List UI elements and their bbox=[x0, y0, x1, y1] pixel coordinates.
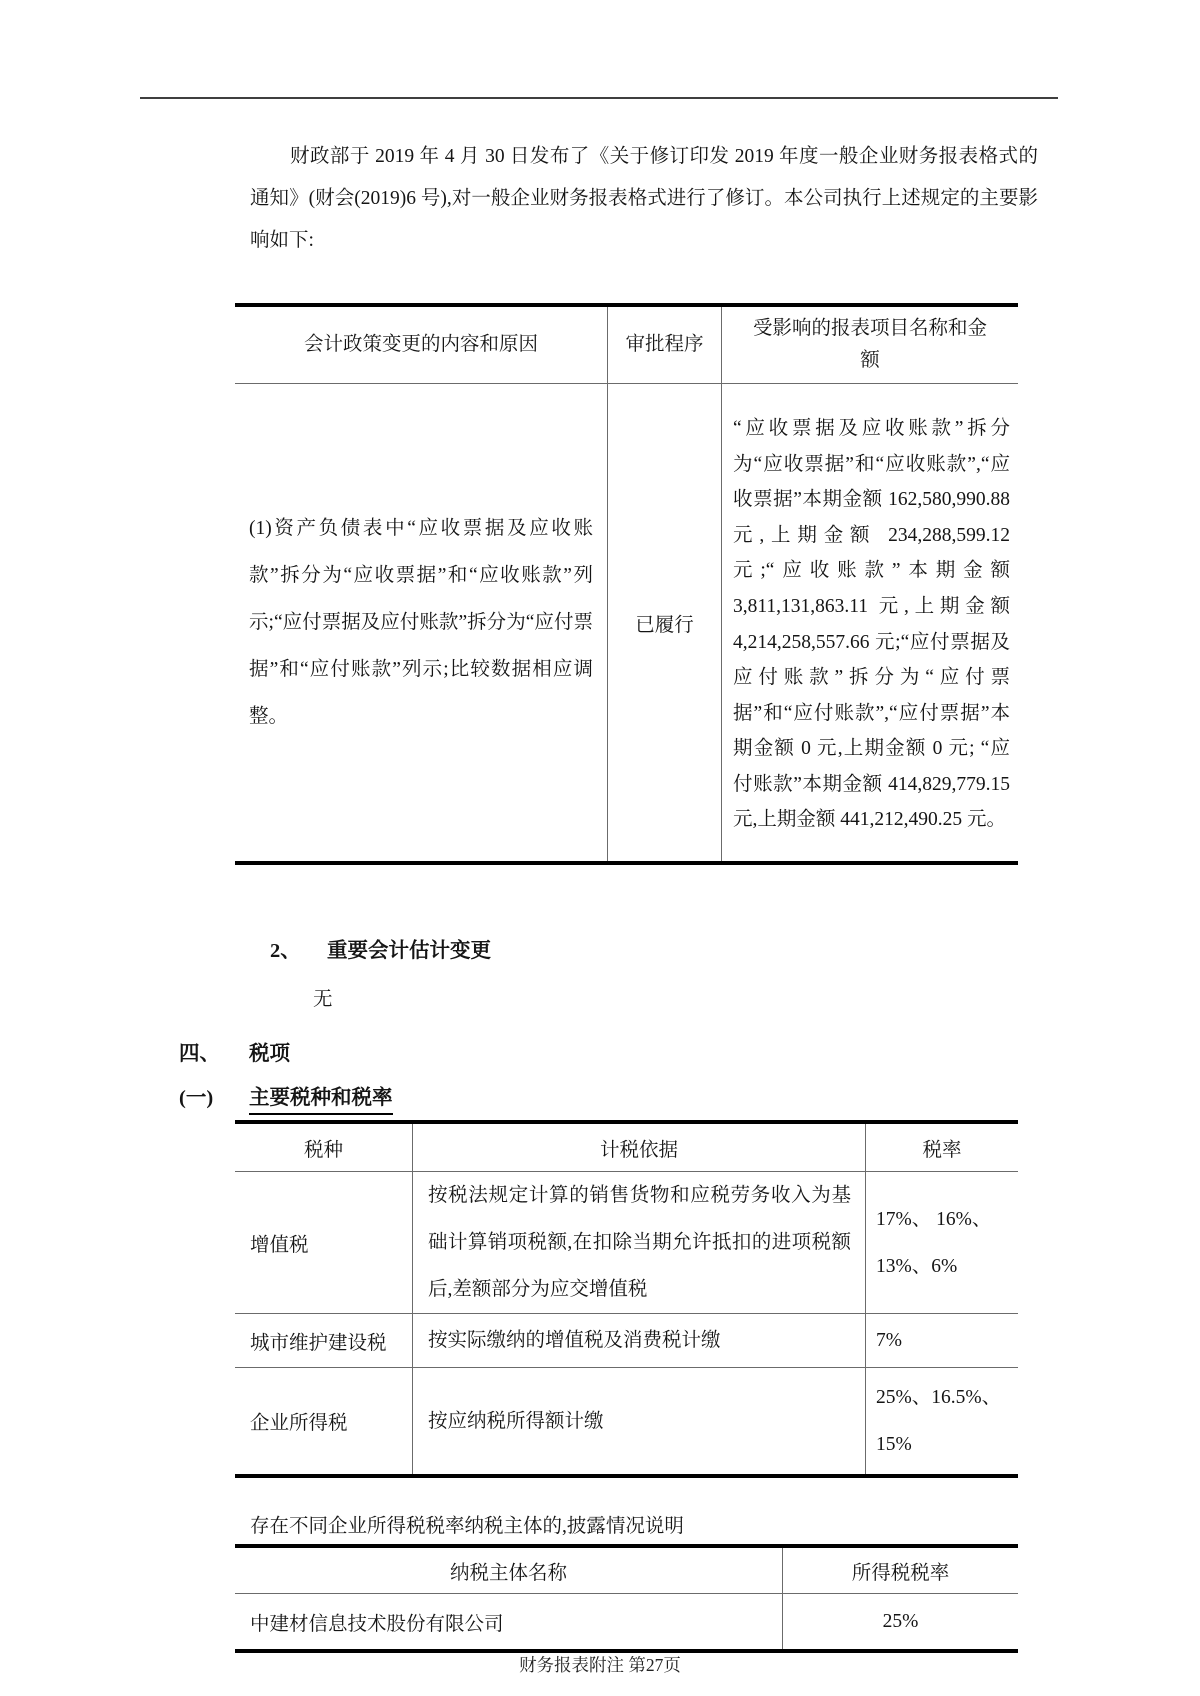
tax-table-header-row bbox=[235, 1124, 1018, 1172]
policy-header-impact: 受影响的报表项目名称和金额 bbox=[752, 318, 987, 371]
entity-name-cell: 中建材信息技术股份有限公司 bbox=[235, 1594, 783, 1649]
policy-header-content: 会计政策变更的内容和原因 bbox=[235, 307, 608, 383]
tax-basis-cell bbox=[413, 1172, 866, 1313]
tax-name-cell: 城市维护建设税 bbox=[235, 1314, 413, 1367]
intro-paragraph: 财政部于 2019 年 4 月 30 日发布了《关于修订印发 2019 年度一般企业财务报表格式的通知》(财会(2019)6 号),对一般企业财务报表格式进行了修订。本公司执行上述规定的主要影响如下: bbox=[250, 146, 1038, 251]
tax-rate-text: 7% bbox=[876, 1330, 902, 1351]
tax-name-cell: 增值税 bbox=[235, 1172, 413, 1313]
section-4-heading bbox=[179, 1036, 290, 1066]
section-4-1-heading bbox=[179, 1080, 393, 1115]
tax-rate-text: 17%、 16%、13%、6% bbox=[876, 1208, 992, 1277]
tax-header-type: 税种 bbox=[235, 1124, 413, 1171]
header-divider bbox=[140, 97, 1058, 99]
section-2-heading bbox=[270, 933, 491, 963]
tax-header-basis: 计税依据 bbox=[413, 1124, 866, 1171]
policy-cell-approval: 已履行 bbox=[608, 384, 722, 861]
tax-name-cell: 企业所得税 bbox=[235, 1368, 413, 1474]
tax-row-vat bbox=[235, 1172, 1018, 1314]
tax-rate-cell bbox=[866, 1172, 1018, 1313]
section-4-1-title: 主要税种和税率 bbox=[249, 1080, 393, 1115]
entity-header-name: 纳税主体名称 bbox=[235, 1548, 783, 1593]
tax-rate-cell bbox=[866, 1314, 1018, 1367]
policy-cell-content bbox=[235, 384, 608, 861]
page-footer: 财务报表附注 第27页 bbox=[519, 1655, 681, 1675]
entity-rate-cell: 25% bbox=[882, 1610, 919, 1632]
policy-cell-impact bbox=[722, 384, 1018, 861]
tax-row-urban bbox=[235, 1314, 1018, 1368]
policy-table-body-row bbox=[235, 384, 1018, 861]
policy-header-approval: 审批程序 bbox=[608, 307, 722, 383]
section-2-number: 2、 bbox=[270, 940, 301, 962]
tax-rate-table bbox=[235, 1120, 1018, 1478]
policy-impact-text: “应收票据及应收账款”拆分为“应收票据”和“应收账款”,“应收票据”本期金额 162,580,990.88 元,上期金额 234,288,599.12 元;“应收账款”本期金额 3,811,131,863.11 元,上期金额 4,214,258,557.66 元;“应付票据及应付账款”拆分为“应付票据”和“应付账款”,“应付票据”本期金额 0 元,上期金额 0 元; “应付账款”本期金额 414,829,779.15 元,上期金额 441,212,490.25 元。 bbox=[733, 417, 1010, 831]
section-4-title: 税项 bbox=[249, 1043, 290, 1065]
tax-rate-text: 25%、16.5%、15% bbox=[876, 1387, 1002, 1455]
tax-basis-text: 按实际缴纳的增值税及消费税计缴 bbox=[428, 1330, 721, 1351]
policy-content-text: (1)资产负债表中“应收票据及应收账款”拆分为“应收票据”和“应收账款”列示;“应付票据及应付账款”拆分为“应付票据”和“应付账款”列示;比较数据相应调整。 bbox=[249, 518, 593, 727]
tax-basis-text: 按税法规定计算的销售货物和应税劳务收入为基础计算销项税额,在扣除当期允许抵扣的进项税额后,差额部分为应交增值税 bbox=[428, 1185, 851, 1300]
tax-basis-cell bbox=[413, 1314, 866, 1367]
section-4-number: 四、 bbox=[179, 1043, 220, 1065]
tax-basis-text: 按应纳税所得额计缴 bbox=[428, 1410, 604, 1432]
tax-basis-cell bbox=[413, 1368, 866, 1474]
section-2-title: 重要会计估计变更 bbox=[327, 940, 491, 962]
section-2-body: 无 bbox=[313, 989, 333, 1010]
tax-entity-table bbox=[235, 1544, 1018, 1653]
tax-row-income bbox=[235, 1368, 1018, 1474]
entity-table-header-row bbox=[235, 1548, 1018, 1594]
tax-rate-cell bbox=[866, 1368, 1018, 1474]
policy-table-header-row bbox=[235, 307, 1018, 384]
tax-header-rate: 税率 bbox=[922, 1139, 962, 1161]
entity-table-row bbox=[235, 1594, 1018, 1649]
section-4-1-number: (一) bbox=[179, 1087, 214, 1109]
disclosure-note: 存在不同企业所得税税率纳税主体的,披露情况说明 bbox=[250, 1516, 684, 1537]
policy-change-table bbox=[235, 303, 1018, 865]
entity-header-rate: 所得税税率 bbox=[851, 1562, 950, 1584]
